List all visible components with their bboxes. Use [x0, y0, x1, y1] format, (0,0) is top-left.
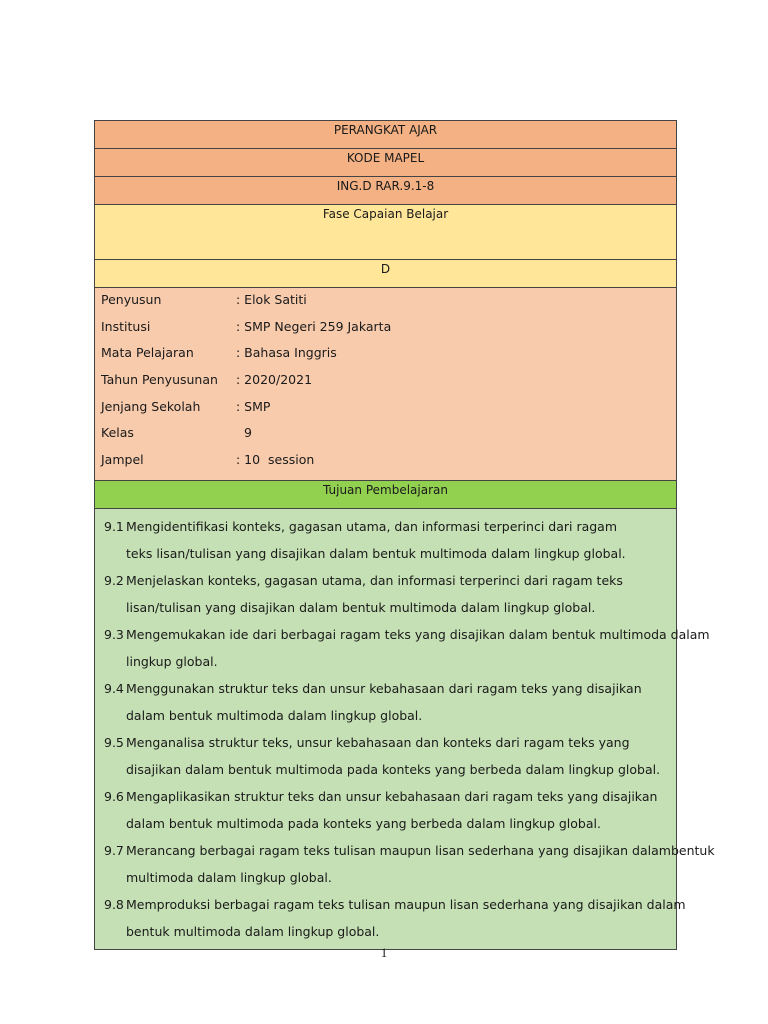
fase-label-row [95, 205, 677, 260]
info-item-jampel [101, 451, 670, 478]
objective-item [104, 621, 710, 675]
kode-value-row [95, 177, 677, 205]
perangkat-ajar-table [94, 120, 715, 950]
objective-text-line1: Mengemukakan ide dari berbagai ragam teks yang disajikan dalam bentuk multimoda dalam [126, 626, 710, 642]
page-number: 1 [380, 945, 388, 960]
title-row [95, 121, 677, 149]
info-row-group [95, 288, 677, 481]
objective-number: 9.4 [104, 680, 124, 696]
info-label: Jenjang Sekolah [101, 398, 201, 414]
objective-text-line1: Merancang berbagai ragam teks tulisan maupun lisan sederhana yang disajikan dalambentuk [126, 842, 715, 858]
objective-number: 9.3 [104, 626, 124, 642]
info-item-institusi [101, 318, 670, 345]
objective-text-line2: lingkup global. [126, 653, 218, 669]
fase-capaian-label: Fase Capaian Belajar [95, 205, 677, 260]
objective-text-line1: Menganalisa struktur teks, unsur kebahasaan dan konteks dari ragam teks yang [126, 734, 630, 750]
objective-text-line1: Memproduksi berbagai ragam teks tulisan maupun lisan sederhana yang disajikan dalam [126, 896, 686, 912]
info-item-mata-pelajaran [101, 344, 670, 371]
info-value: : SMP Negeri 259 Jakarta [236, 318, 392, 334]
tujuan-pembelajaran-title: Tujuan Pembelajaran [95, 480, 677, 508]
kode-mapel-label: KODE MAPEL [95, 149, 677, 177]
objective-text-line2: lisan/tulisan yang disajikan dalam bentuk multimoda dalam lingkup global. [126, 599, 596, 615]
objective-number: 9.7 [104, 842, 124, 858]
info-label: Tahun Penyusunan [101, 372, 218, 388]
objective-text-line1: Menjelaskan konteks, gagasan utama, dan informasi terperinci dari ragam teks [126, 572, 623, 588]
info-item-penyusun [101, 291, 670, 318]
objective-text-line2: dalam bentuk multimoda pada konteks yang berbeda dalam lingkup global. [126, 815, 601, 831]
info-item-kelas [101, 424, 670, 451]
info-value: : 2020/2021 [236, 372, 313, 388]
objective-text-line1: Menggunakan struktur teks dan unsur kebahasaan dari ragam teks yang disajikan [126, 680, 642, 696]
objective-number: 9.6 [104, 788, 124, 804]
objective-text-line2: dalam bentuk multimoda dalam lingkup global. [126, 707, 423, 723]
objective-number: 9.5 [104, 734, 124, 750]
info-section [95, 288, 677, 481]
info-item-tahun-penyusunan [101, 371, 670, 398]
objective-text-line2: teks lisan/tulisan yang disajikan dalam bentuk multimoda dalam lingkup global. [126, 545, 626, 561]
tujuan-list [95, 508, 715, 949]
objective-number: 9.8 [104, 896, 124, 912]
objective-item [104, 675, 668, 729]
objective-item [104, 783, 668, 837]
objective-text-line2: bentuk multimoda dalam lingkup global. [126, 923, 380, 939]
fase-value: D [95, 260, 677, 288]
objective-text-line1: Mengaplikasikan struktur teks dan unsur kebahasaan dari ragam teks yang disajikan [126, 788, 658, 804]
info-label: Kelas [101, 425, 134, 441]
info-value: : 10 session [236, 452, 315, 468]
info-value: : SMP [236, 398, 271, 414]
kode-mapel-value: ING.D RAR.9.1-8 [95, 177, 677, 205]
objective-text-line1: Mengidentifikasi konteks, gagasan utama, dan informasi terperinci dari ragam [126, 518, 618, 534]
info-label: Jampel [101, 452, 144, 468]
info-label: Institusi [101, 318, 151, 334]
tujuan-items-row [95, 508, 677, 949]
tujuan-header-row [95, 480, 677, 508]
info-value: : Bahasa Inggris [236, 345, 337, 361]
document-title: PERANGKAT AJAR [95, 121, 677, 149]
objective-item [104, 729, 668, 783]
objective-text-line2: multimoda dalam lingkup global. [126, 869, 332, 885]
info-item-jenjang-sekolah [101, 398, 670, 425]
objective-item [104, 567, 668, 621]
kode-label-row [95, 149, 677, 177]
info-value: 9 [236, 425, 252, 441]
objective-text-line2: disajikan dalam bentuk multimoda pada konteks yang berbeda dalam lingkup global. [126, 761, 661, 777]
objective-number: 9.2 [104, 572, 124, 588]
objective-number: 9.1 [104, 518, 124, 534]
fase-value-row [95, 260, 677, 288]
info-value: : Elok Satiti [236, 292, 307, 307]
objective-item [104, 837, 715, 891]
info-label: Penyusun [101, 292, 162, 307]
info-label: Mata Pelajaran [101, 345, 194, 361]
objective-item [104, 891, 686, 945]
objective-item [104, 513, 668, 567]
